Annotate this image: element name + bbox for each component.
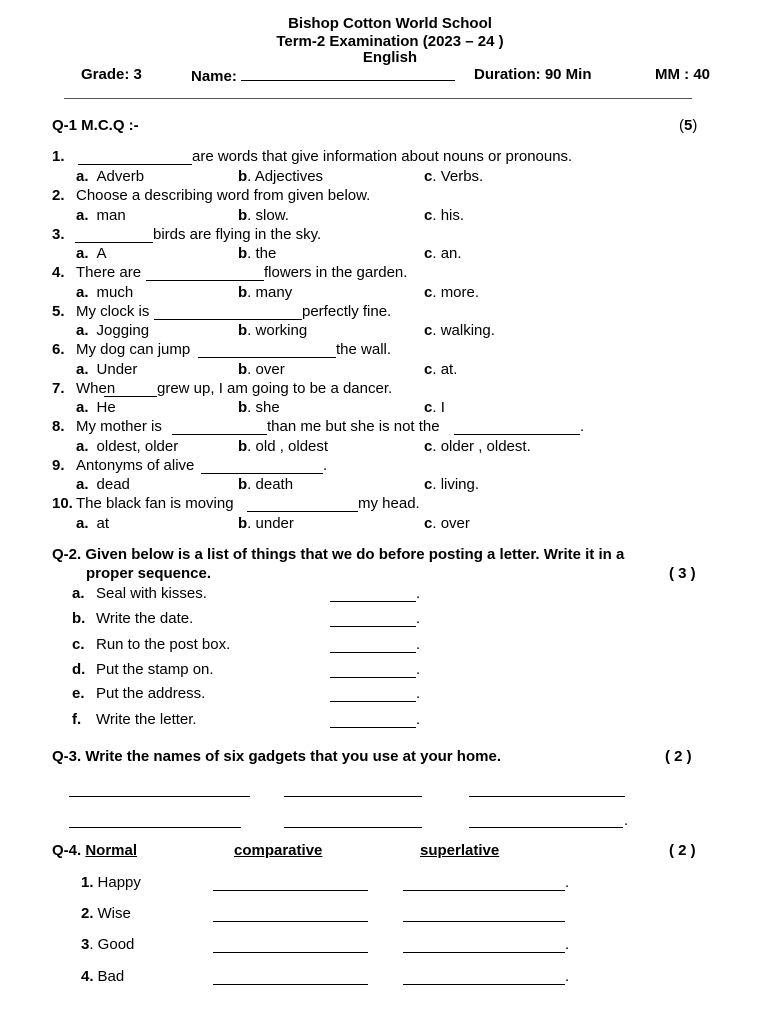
option-text: Under [96, 361, 138, 378]
question-text-post: the wall. [336, 341, 392, 358]
sequence-letter: f. [72, 711, 82, 728]
option-letter-a: a. [76, 361, 89, 378]
question-number: 1. [52, 148, 65, 165]
sequence-dot: . [416, 685, 421, 702]
sequence-letter: e. [72, 685, 85, 702]
sequence-dot: . [416, 585, 421, 602]
option-letter-b: b [238, 438, 248, 455]
comparative-blank[interactable] [213, 984, 368, 985]
option-text: Adjectives [254, 168, 324, 185]
option-separator: . [432, 399, 441, 416]
question-text-post: flowers in the garden. [264, 264, 408, 281]
row-end-dot: . [565, 968, 570, 985]
superlative-blank[interactable] [403, 921, 565, 922]
option-text: Jogging [96, 322, 150, 339]
option-b[interactable] [238, 399, 280, 417]
option-b[interactable] [238, 168, 323, 186]
option-text: many [255, 284, 293, 301]
option-a[interactable] [76, 207, 126, 225]
q1-title: Q-1 M.C.Q :- [52, 117, 139, 134]
question-text-post: are words that give information about nouns or pronouns. [192, 148, 573, 165]
sequence-step: Write the date. [96, 610, 194, 627]
option-separator: . [247, 515, 256, 532]
question-number: 7. [52, 380, 65, 397]
option-text: over [255, 361, 285, 378]
option-letter-b: b [238, 476, 248, 493]
option-c[interactable] [424, 361, 457, 379]
option-b[interactable] [238, 245, 276, 263]
superlative-blank[interactable] [403, 984, 565, 985]
question-text-post: grew up, I am going to be a dancer. [157, 380, 393, 397]
option-letter-a: a. [76, 438, 89, 455]
q2-title-line2: proper sequence. [86, 565, 212, 582]
option-text: old , oldest [255, 438, 329, 455]
option-text: dead [96, 476, 130, 493]
question-text-post: my head. [358, 495, 420, 512]
option-c[interactable] [424, 207, 464, 225]
question-number: 4. [52, 264, 65, 281]
question-number: 3. [52, 226, 65, 243]
option-text: his. [440, 207, 465, 224]
question-text-pre: Choose a describing word from given below. [76, 187, 371, 204]
option-separator: . [432, 476, 441, 493]
sequence-letter: a. [72, 585, 85, 602]
option-separator: . [247, 438, 256, 455]
option-separator: . [247, 322, 256, 339]
exam-title: Term-2 Examination (2023 – 24 ) [276, 33, 504, 50]
option-text: Verbs. [440, 168, 484, 185]
sequence-blank[interactable] [330, 626, 416, 627]
option-a[interactable] [76, 284, 133, 302]
option-letter-c: c [424, 245, 433, 262]
q3-marks: ( 2 ) [665, 748, 692, 765]
question-text-post: . [580, 418, 585, 435]
option-letter-a: a. [76, 399, 89, 416]
school-name: Bishop Cotton World School [288, 15, 492, 32]
option-text: an. [440, 245, 462, 262]
option-a[interactable] [76, 476, 130, 494]
question-text-pre: My dog can jump [76, 341, 191, 358]
option-letter-c: c [424, 515, 433, 532]
answer-blank[interactable] [78, 164, 192, 165]
grade-label: Grade: 3 [81, 66, 142, 83]
option-text: Adverb [96, 168, 145, 185]
sequence-step: Run to the post box. [96, 636, 231, 653]
option-letter-b: b [238, 515, 248, 532]
question-text-mid: than me but she is not the [267, 418, 440, 435]
option-text: I [440, 399, 445, 416]
row-end-dot: . [565, 936, 570, 953]
option-text: under [255, 515, 294, 532]
option-text: at [96, 515, 110, 532]
option-separator: . [432, 438, 441, 455]
question-number: 5. [52, 303, 65, 320]
sequence-step: Seal with kisses. [96, 585, 207, 602]
q4-title: Q-4. Normal [52, 842, 138, 859]
sequence-blank[interactable] [330, 677, 416, 678]
sequence-letter: d. [72, 661, 86, 678]
question-text-post: birds are flying in the sky. [153, 226, 322, 243]
option-b[interactable] [238, 361, 285, 379]
option-text: slow. [255, 207, 289, 224]
question-text-pre: Antonyms of alive [76, 457, 195, 474]
option-b[interactable] [238, 284, 292, 302]
option-text: much [96, 284, 134, 301]
option-separator: . [247, 361, 256, 378]
sequence-dot: . [416, 711, 421, 728]
option-letter-a: a. [76, 207, 89, 224]
name-label: Name: [191, 68, 242, 85]
col-comparative: comparative [234, 842, 323, 859]
option-letter-c: c [424, 322, 433, 339]
option-text: He [96, 399, 116, 416]
degree-word-row [81, 936, 134, 954]
degree-word: . Good [89, 936, 135, 953]
option-b[interactable] [238, 515, 294, 533]
option-a[interactable] [76, 361, 137, 379]
option-c[interactable] [424, 322, 495, 340]
option-separator: . [432, 168, 441, 185]
option-letter-c: c [424, 284, 433, 301]
answer-blank[interactable] [201, 473, 323, 474]
col-normal: Normal [85, 842, 138, 859]
option-text: death [255, 476, 294, 493]
option-text: A [96, 245, 107, 262]
option-b[interactable] [238, 207, 289, 225]
option-c[interactable] [424, 284, 479, 302]
option-b[interactable] [238, 476, 293, 494]
option-a[interactable] [76, 399, 116, 417]
comparative-blank[interactable] [213, 952, 368, 953]
gadget-blank-3[interactable] [469, 796, 625, 797]
question-number: 8. [52, 418, 65, 435]
option-letter-b: b [238, 284, 248, 301]
option-separator: . [432, 515, 441, 532]
option-b[interactable] [238, 438, 328, 456]
answer-blank[interactable] [172, 434, 267, 435]
option-letter-b: b [238, 399, 248, 416]
col-superlative: superlative [420, 842, 500, 859]
question-number: 10. [52, 495, 73, 512]
gadget-end-dot: . [624, 812, 629, 829]
duration-label: Duration: 90 Min [474, 66, 592, 83]
question-text-post: . [323, 457, 328, 474]
question-number: 6. [52, 341, 65, 358]
answer-blank[interactable] [75, 242, 153, 243]
degree-number: 3 [81, 936, 90, 953]
option-separator: . [432, 361, 441, 378]
option-c[interactable] [424, 476, 479, 494]
q4-marks: ( 2 ) [669, 842, 696, 859]
option-separator: . [432, 284, 441, 301]
q1-marks: (5) [679, 117, 698, 134]
degree-number: 1. [81, 874, 94, 891]
option-c[interactable] [424, 168, 483, 186]
name-row [191, 66, 455, 86]
gadget-blank-5[interactable] [284, 827, 422, 828]
gadget-blank-1[interactable] [69, 796, 250, 797]
sequence-dot: . [416, 661, 421, 678]
option-separator: . [432, 207, 441, 224]
degree-number: 2. [81, 905, 94, 922]
degree-word: Bad [97, 968, 125, 985]
question-number: 2. [52, 187, 65, 204]
option-text: living. [440, 476, 480, 493]
superlative-blank[interactable] [403, 952, 565, 953]
option-separator: . [247, 245, 256, 262]
q2-title-line1: Q-2. Given below is a list of things that we do before posting a letter. Write it in a [52, 546, 625, 563]
comparative-blank[interactable] [213, 890, 368, 891]
answer-blank[interactable] [454, 434, 580, 435]
option-text: oldest, older [96, 438, 179, 455]
option-separator: . [247, 284, 256, 301]
answer-blank[interactable] [104, 396, 157, 397]
option-a[interactable] [76, 438, 178, 456]
sequence-dot: . [416, 636, 421, 653]
option-separator: . [247, 476, 256, 493]
q3-title: Q-3. Write the names of six gadgets that you use at your home. [52, 748, 501, 765]
comparative-blank[interactable] [213, 921, 368, 922]
option-letter-c: c [424, 168, 433, 185]
option-letter-a: a. [76, 322, 89, 339]
option-c[interactable] [424, 438, 531, 456]
degree-word-row [81, 968, 124, 986]
degree-word: Happy [97, 874, 141, 891]
sequence-blank[interactable] [330, 601, 416, 602]
option-letter-c: c [424, 207, 433, 224]
sequence-letter: b. [72, 610, 86, 627]
answer-blank[interactable] [247, 511, 358, 512]
question-text-pre: There are [76, 264, 142, 281]
question-text-post: perfectly fine. [302, 303, 392, 320]
degree-number: 4. [81, 968, 94, 985]
superlative-blank[interactable] [403, 890, 565, 891]
header-divider [64, 98, 692, 99]
sequence-dot: . [416, 610, 421, 627]
option-letter-c: c [424, 361, 433, 378]
option-separator: . [247, 207, 256, 224]
option-letter-c: c [424, 399, 433, 416]
option-b[interactable] [238, 322, 307, 340]
option-letter-a: a. [76, 284, 89, 301]
gadget-blank-4[interactable] [69, 827, 241, 828]
option-text: the [255, 245, 277, 262]
option-letter-c: c [424, 438, 433, 455]
max-marks: MM : 40 [655, 66, 711, 83]
option-c[interactable] [424, 399, 445, 417]
degree-word: Wise [97, 905, 131, 922]
sequence-letter: c. [72, 636, 85, 653]
degree-word-row [81, 905, 131, 923]
option-a[interactable] [76, 245, 107, 263]
option-letter-b: b [238, 168, 248, 185]
sequence-step: Write the letter. [96, 711, 197, 728]
degree-word-row [81, 874, 141, 892]
sequence-step: Put the stamp on. [96, 661, 214, 678]
subject-title: English [362, 49, 418, 66]
option-text: older , oldest. [440, 438, 531, 455]
answer-blank[interactable] [154, 319, 302, 320]
option-separator: . [247, 399, 256, 416]
option-text: man [96, 207, 126, 224]
option-letter-a: a. [76, 245, 89, 262]
option-letter-c: c [424, 476, 433, 493]
question-text-pre: When [76, 380, 116, 397]
answer-blank[interactable] [198, 357, 336, 358]
question-text-pre: The black fan is moving [76, 495, 234, 512]
row-end-dot: . [565, 874, 570, 891]
option-text: walking. [440, 322, 495, 339]
option-a[interactable] [76, 322, 149, 340]
option-text: she [255, 399, 280, 416]
sequence-blank[interactable] [330, 652, 416, 653]
answer-blank[interactable] [146, 280, 264, 281]
option-text: over [440, 515, 470, 532]
question-text-pre: My clock is [76, 303, 150, 320]
option-letter-b: b [238, 245, 248, 262]
option-text: at. [440, 361, 458, 378]
sequence-step: Put the address. [96, 685, 206, 702]
option-c[interactable] [424, 515, 470, 533]
gadget-blank-2[interactable] [284, 796, 422, 797]
option-a[interactable] [76, 515, 109, 533]
option-text: working [255, 322, 308, 339]
option-text: more. [440, 284, 480, 301]
option-letter-b: b [238, 207, 248, 224]
question-number: 9. [52, 457, 65, 474]
gadget-blank-6[interactable] [469, 827, 623, 828]
option-letter-b: b [238, 322, 248, 339]
option-letter-a: a. [76, 168, 89, 185]
name-blank[interactable] [241, 66, 455, 81]
option-letter-b: b [238, 361, 248, 378]
sequence-blank[interactable] [330, 727, 416, 728]
option-a[interactable] [76, 168, 144, 186]
option-letter-a: a. [76, 515, 89, 532]
option-separator: . [432, 245, 441, 262]
option-letter-a: a. [76, 476, 89, 493]
option-separator: . [247, 168, 255, 185]
question-text-pre: My mother is [76, 418, 162, 435]
q2-marks: ( 3 ) [669, 565, 696, 582]
option-c[interactable] [424, 245, 462, 263]
sequence-blank[interactable] [330, 701, 416, 702]
option-separator: . [432, 322, 441, 339]
